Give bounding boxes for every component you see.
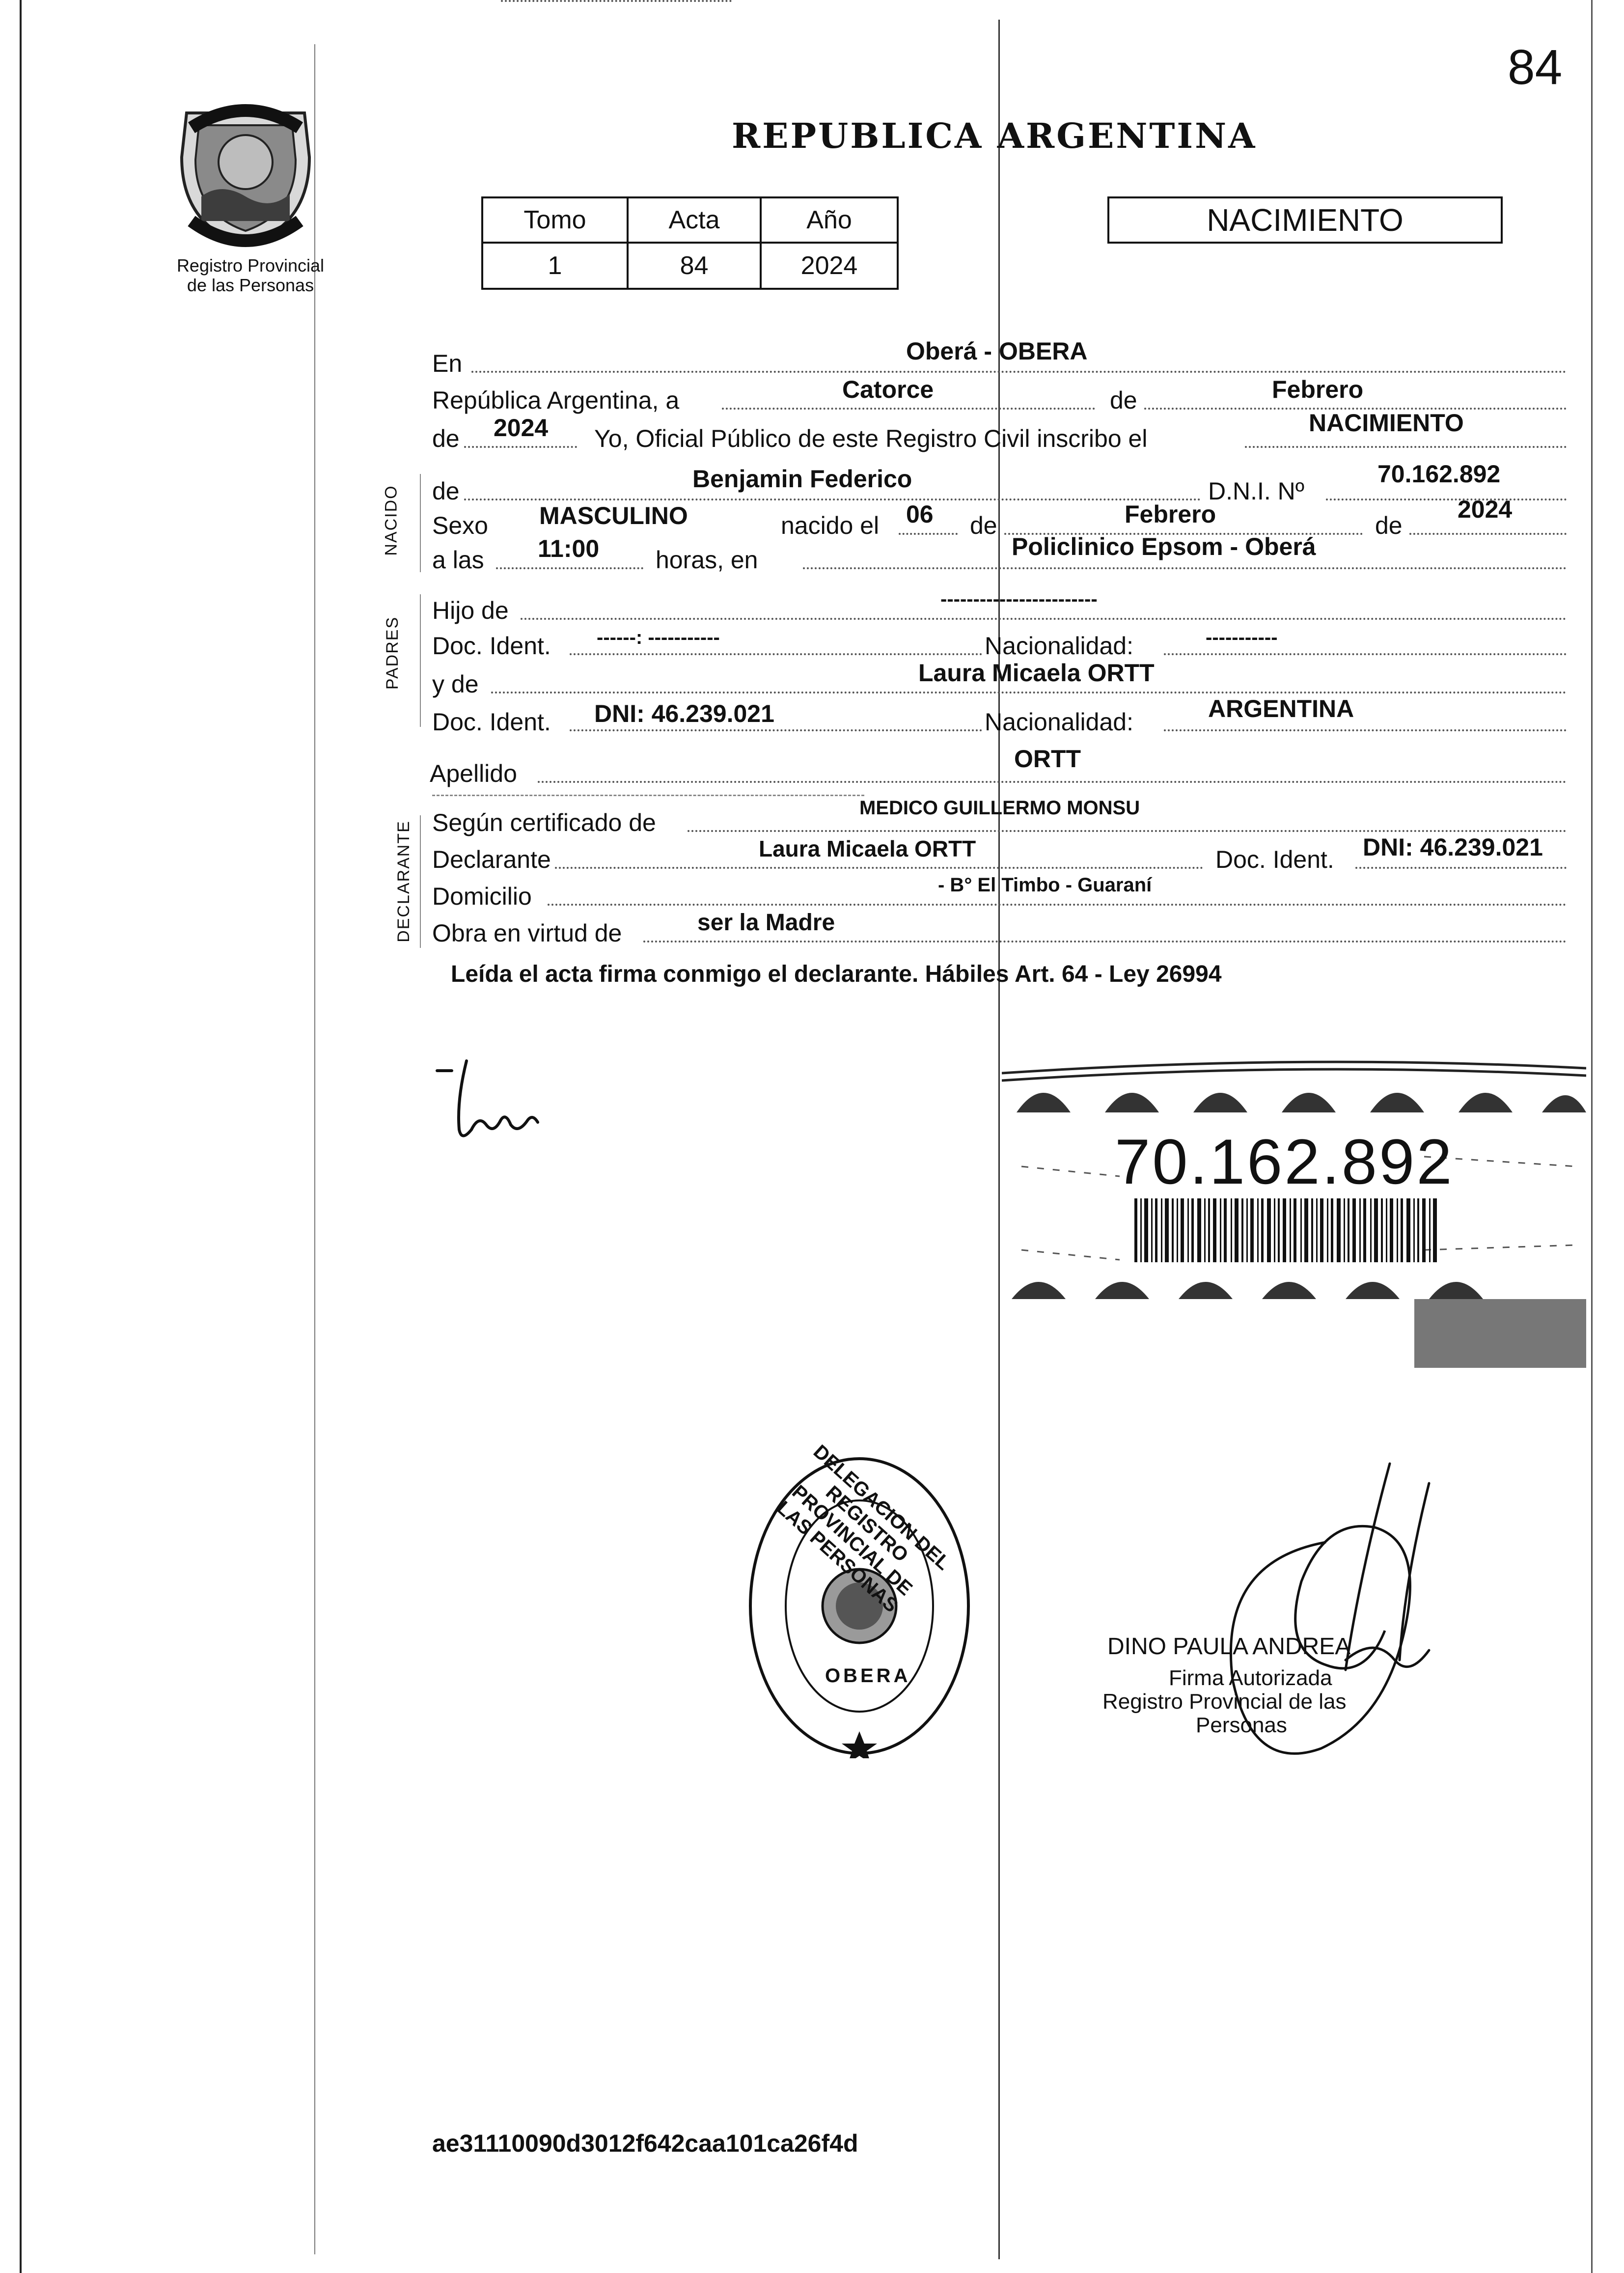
binding-line <box>314 44 315 2254</box>
padre-nacionalidad-value: ----------- <box>1206 627 1278 648</box>
right-margin-line <box>1591 0 1593 2273</box>
nacido-el-label: nacido el <box>781 512 880 539</box>
month-value: Febrero <box>1272 376 1364 403</box>
dotted-line <box>643 941 1567 942</box>
dotted-line <box>471 371 1567 373</box>
day-value: Catorce <box>842 376 934 403</box>
obra-label: Obra en virtud de <box>432 919 622 947</box>
dotted-line <box>491 692 1567 693</box>
apellido-value: ORTT <box>1014 745 1081 773</box>
dotted-line <box>722 408 1095 410</box>
certificado-label: Según certificado de <box>432 809 656 836</box>
birth-year-value: 2024 <box>1458 496 1513 523</box>
closing-text: Leída el acta firma conmigo el declarante. Hábiles Art. 64 - Ley 26994 <box>451 961 1222 987</box>
place-value: Oberá - OBERA <box>906 337 1088 365</box>
padre-doc-value: ------: ----------- <box>597 627 720 648</box>
dotted-line <box>1326 499 1567 500</box>
signer-office-line2: Personas <box>1196 1713 1287 1737</box>
inscribo-text: Yo, Oficial Público de este Registro Civil inscribo el <box>594 425 1148 452</box>
dni-value: 70.162.892 <box>1377 460 1501 488</box>
stamp-ring-text: DELEGACION DEL REGISTRO PROVINCIAL DE LAS PERSONAS <box>772 1441 955 1617</box>
padre-value: ------------------------ <box>940 588 1098 610</box>
padre-nacionalidad-label: Nacionalidad: <box>985 632 1133 660</box>
de-label: de <box>1110 387 1137 414</box>
record-table <box>481 196 899 290</box>
dotted-line <box>1409 533 1567 535</box>
section-label-padres: PADRES <box>383 616 402 690</box>
section-label-declarante: DECLARANTE <box>394 820 413 942</box>
dotted-line <box>464 446 577 448</box>
dotted-line <box>1164 729 1567 731</box>
page-title: REPUBLICA ARGENTINA <box>732 115 1257 156</box>
stamp-city: OBERA <box>825 1665 911 1687</box>
page-number: 84 <box>1508 40 1563 95</box>
madre-doc-value: DNI: 46.239.021 <box>594 700 774 727</box>
table-header-anio: Año <box>761 197 898 243</box>
dotted-line <box>1245 446 1567 448</box>
lugar-value: Policlinico Epsom - Oberá <box>1012 533 1316 560</box>
padres-bracket <box>420 594 421 727</box>
obra-value: ser la Madre <box>697 910 835 936</box>
dotted-line <box>688 830 1567 832</box>
left-margin-line <box>20 0 22 2273</box>
dotted-line <box>538 781 1567 783</box>
dotted-line <box>501 0 732 2</box>
logo-caption-line1: Registro Provincial <box>176 255 325 276</box>
document-hash: ae31110090d3012f642caa101ca26f4d <box>432 2130 858 2157</box>
hijo-de-label: Hijo de <box>432 597 509 624</box>
sexo-label: Sexo <box>432 512 488 539</box>
declarante-label: Declarante <box>432 846 551 873</box>
padre-doc-label: Doc. Ident. <box>432 632 551 660</box>
signer-office-line1: Registro Provincial de las <box>1102 1690 1347 1714</box>
dotted-line <box>570 729 982 731</box>
declarant-signature <box>432 1056 545 1144</box>
year-value: 2024 <box>494 414 549 442</box>
dotted-line <box>1355 867 1567 869</box>
barcode <box>1134 1198 1439 1262</box>
record-table-header-row <box>482 197 898 243</box>
dotted-line <box>521 618 1567 620</box>
republica-label: República Argentina, a <box>432 387 680 414</box>
dotted-line <box>570 653 982 655</box>
madre-nacionalidad-value: ARGENTINA <box>1208 695 1354 722</box>
logo-caption-line2: de las Personas <box>187 275 314 295</box>
declarante-value: Laura Micaela ORTT <box>759 836 976 861</box>
table-header-tomo: Tomo <box>482 197 628 243</box>
y-de-label: y de <box>432 670 479 698</box>
horas-en-label: horas, en <box>656 546 758 574</box>
declarante-doc-label: Doc. Ident. <box>1215 846 1334 873</box>
signer-role: Firma Autorizada <box>1169 1666 1332 1690</box>
dotted-line <box>464 499 1201 500</box>
table-value-anio: 2024 <box>761 243 898 289</box>
apellido-label: Apellido <box>430 760 517 787</box>
dni-sticker <box>1002 1044 1586 1368</box>
domicilio-label: Domicilio <box>432 883 532 910</box>
certificado-value: MEDICO GUILLERMO MONSU <box>859 797 1140 819</box>
dni-sticker-number: 70.162.892 <box>1115 1126 1454 1197</box>
birth-day-value: 06 <box>906 500 934 528</box>
sexo-value: MASCULINO <box>539 502 688 529</box>
declarante-doc-value: DNI: 46.239.021 <box>1363 833 1543 861</box>
birth-month-value: Febrero <box>1125 500 1216 528</box>
act-type-label: NACIMIENTO <box>1207 202 1404 238</box>
dotted-line <box>548 904 1567 906</box>
nacido-bracket <box>420 474 421 572</box>
record-table-value-row <box>482 243 898 289</box>
madre-value: Laura Micaela ORTT <box>918 659 1155 687</box>
dotted-line <box>555 867 1203 869</box>
nombre-de-label: de <box>432 477 460 505</box>
dotted-line <box>899 533 958 535</box>
a-las-label: a las <box>432 546 484 574</box>
birth-de2-label: de <box>1375 512 1403 539</box>
official-stamp <box>746 1441 972 1758</box>
madre-nacionalidad-label: Nacionalidad: <box>985 708 1133 736</box>
hora-value: 11:00 <box>538 535 600 562</box>
nombre-value: Benjamin Federico <box>692 465 912 493</box>
dotted-line <box>496 567 643 569</box>
signer-name: DINO PAULA ANDREA <box>1107 1634 1351 1660</box>
year-de-label: de <box>432 425 460 452</box>
en-label: En <box>432 350 463 377</box>
section-label-nacido: NACIDO <box>382 485 401 556</box>
act-type-box <box>1107 196 1503 244</box>
dni-label: D.N.I. Nº <box>1208 477 1305 505</box>
inscribo-value: NACIMIENTO <box>1309 409 1464 437</box>
provincia-de-misiones-seal <box>162 98 329 255</box>
birth-de-label: de <box>970 512 997 539</box>
dotted-line <box>1164 653 1567 655</box>
dotted-line <box>803 567 1567 569</box>
table-value-tomo: 1 <box>482 243 628 289</box>
table-value-acta: 84 <box>628 243 761 289</box>
separator-line <box>432 795 864 796</box>
madre-doc-label: Doc. Ident. <box>432 708 551 736</box>
declarante-bracket <box>420 815 421 948</box>
domicilio-value: - B° El Timbo - Guaraní <box>938 874 1152 896</box>
table-header-acta: Acta <box>628 197 761 243</box>
